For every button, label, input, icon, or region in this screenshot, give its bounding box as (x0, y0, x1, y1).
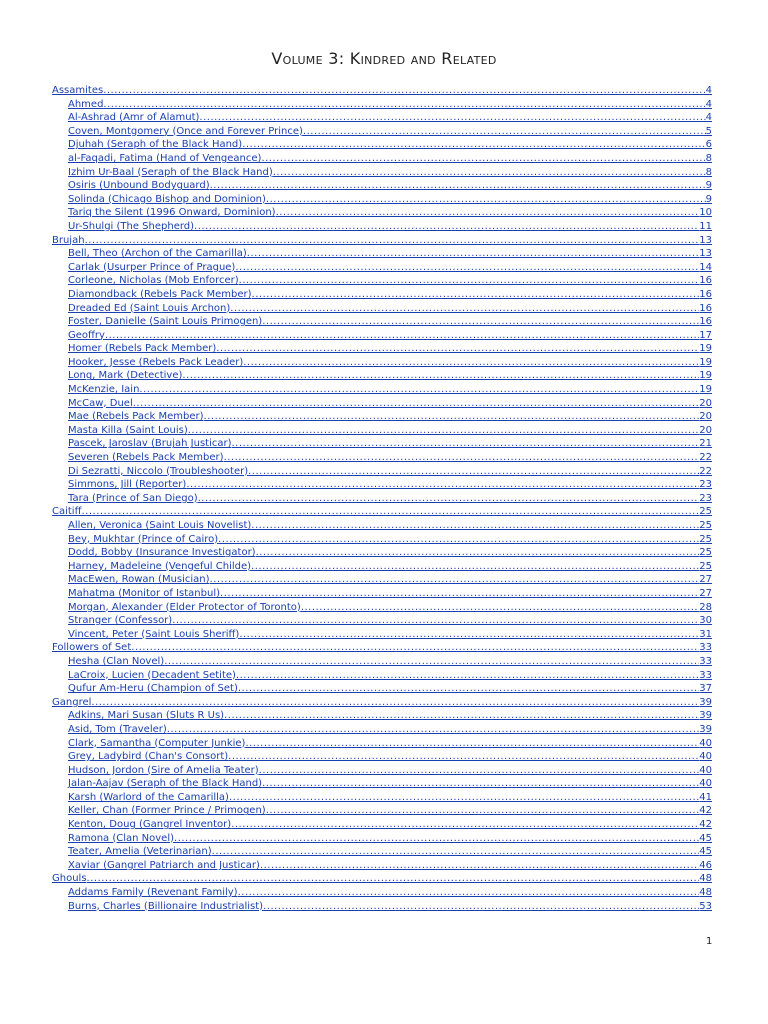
toc-entry-page: 16 (699, 275, 712, 287)
toc-section-link[interactable] (52, 234, 712, 248)
toc-entry-page: 19 (699, 384, 712, 396)
dot-leader (216, 342, 699, 356)
dot-leader (103, 84, 705, 98)
toc-entry-label: Pascek, Jaroslav (Brujah Justicar) (68, 438, 232, 450)
dot-leader (186, 478, 699, 492)
toc-entry-page: 19 (699, 370, 712, 382)
toc-entry-label: Assamites (52, 85, 104, 96)
toc-entry-label: Solinda (Chicago Bishop and Dominion) (68, 193, 266, 205)
dot-leader (218, 533, 699, 547)
dot-leader (105, 329, 699, 343)
toc-entry[interactable] (52, 628, 712, 642)
toc-entry-label: MacEwen, Rowan (Musician) (68, 574, 210, 586)
toc-entry-page: 5 (705, 125, 712, 137)
toc-entry-label: Tariq the Silent (1996 Onward, Dominion) (68, 207, 276, 219)
toc-entry[interactable] (52, 791, 712, 805)
toc-entry-page: 13 (699, 234, 712, 246)
toc-entry-page: 11 (699, 220, 712, 232)
toc-entry-page: 27 (699, 574, 712, 586)
toc-entry-page: 25 (699, 547, 712, 559)
toc-entry[interactable] (52, 206, 712, 220)
dot-leader (167, 723, 699, 737)
dot-leader (251, 519, 699, 533)
toc-entry[interactable] (52, 614, 712, 628)
toc-entry[interactable] (52, 818, 712, 832)
toc-entry-page: 16 (699, 316, 712, 328)
toc-entry[interactable] (52, 546, 712, 560)
toc-entry-page: 42 (699, 805, 712, 817)
toc-entry-page: 41 (699, 791, 712, 803)
toc-entry-label: Asid, Tom (Traveler) (68, 723, 167, 735)
toc-entry[interactable] (52, 669, 712, 683)
toc-entry-page: 45 (699, 846, 712, 858)
toc-entry[interactable] (52, 397, 712, 411)
toc-entry[interactable] (52, 709, 712, 723)
toc-entry[interactable] (52, 98, 712, 112)
toc-entry-page: 19 (699, 343, 712, 355)
toc-entry[interactable] (52, 900, 712, 914)
toc-entry[interactable] (52, 465, 712, 479)
toc-entry[interactable] (52, 166, 712, 180)
toc-entry[interactable] (52, 832, 712, 846)
toc-entry-page: 8 (705, 166, 712, 178)
toc-entry-page: 39 (699, 710, 712, 722)
toc-entry-label: Keller, Chan (Former Prince / Primogen) (68, 805, 266, 817)
dot-leader (262, 315, 699, 329)
dot-leader (260, 859, 699, 873)
toc-entry-page: 25 (699, 533, 712, 545)
toc-entry-page: 40 (699, 778, 712, 790)
dot-leader (133, 397, 700, 411)
toc-entry[interactable] (52, 288, 712, 302)
dot-leader (231, 818, 699, 832)
toc-entry[interactable] (52, 682, 712, 696)
dot-leader (198, 492, 700, 506)
dot-leader (256, 546, 700, 560)
toc-entry-label: Caitiff (52, 506, 82, 518)
toc-entry-page: 40 (699, 737, 712, 749)
toc-entry-label: Coven, Montgomery (Once and Forever Prince) (68, 125, 303, 137)
toc-entry[interactable] (52, 587, 712, 601)
toc-entry-page: 45 (699, 832, 712, 844)
toc-entry-page: 19 (699, 356, 712, 368)
toc-entry[interactable] (52, 302, 712, 316)
toc-entry[interactable] (52, 533, 712, 547)
toc-entry[interactable] (52, 451, 712, 465)
toc-entry-label: LaCroix, Lucien (Decadent Setite) (68, 669, 236, 681)
dot-leader (261, 152, 705, 166)
toc-entry-label: Stranger (Confessor) (68, 615, 173, 627)
toc-entry-label: al-Faqadi, Fatima (Hand of Vengeance) (68, 152, 262, 164)
dot-leader (204, 410, 700, 424)
toc-entry-label: Homer (Rebels Pack Member) (68, 343, 217, 355)
toc-entry-page: 20 (699, 397, 712, 409)
toc-entry-label: Osiris (Unbound Bodyguard) (68, 180, 210, 192)
toc-entry[interactable] (52, 179, 712, 193)
toc-entry-page: 39 (699, 696, 712, 708)
dot-leader (224, 451, 700, 465)
toc-entry-label: Xaviar (Gangrel Patriarch and Justicar) (68, 859, 260, 871)
toc-entry-page: 48 (699, 873, 712, 885)
toc-entry-label: Hooker, Jesse (Rebels Pack Leader) (68, 356, 244, 368)
toc-entry[interactable] (52, 383, 712, 397)
dot-leader (182, 369, 699, 383)
page-number: 1 (706, 936, 713, 947)
toc-entry[interactable] (52, 804, 712, 818)
toc-entry-label: Tara (Prince of San Diego) (68, 492, 198, 504)
dot-leader (232, 437, 700, 451)
dot-leader (139, 383, 699, 397)
toc-entry-label: Grey, Ladybird (Chan's Consort) (68, 751, 229, 763)
toc-entry[interactable] (52, 274, 712, 288)
toc-entry-page: 42 (699, 819, 712, 831)
toc-entry-page: 20 (699, 424, 712, 436)
toc-entry-page: 30 (699, 615, 712, 627)
toc-entry-label: Masta Killa (Saint Louis) (68, 424, 188, 436)
dot-leader (243, 356, 699, 370)
toc-entry-page: 53 (699, 900, 712, 912)
toc-entry-page: 37 (699, 683, 712, 695)
toc-entry-page: 25 (699, 560, 712, 572)
toc-entry-label: Teater, Amelia (Veterinarian) (68, 846, 212, 858)
toc-entry-label: Dreaded Ed (Saint Louis Archon) (68, 302, 231, 314)
dot-leader (131, 641, 699, 655)
toc-entry-page: 17 (699, 329, 712, 341)
toc-entry-page: 4 (705, 98, 712, 110)
toc-entry-label: McKenzie, Iain (68, 384, 140, 396)
toc-entry[interactable] (52, 859, 712, 873)
toc-entry-label: Adkins, Mari Susan (Sluts R Us) (68, 710, 225, 722)
toc-entry-label: Ramona (Clan Novel) (68, 832, 175, 844)
toc-entry-label: Long, Mark (Detective) (68, 370, 183, 382)
toc-entry[interactable] (52, 315, 712, 329)
toc-entry-label: Hudson, Jordon (Sire of Amelia Teater) (68, 764, 259, 776)
dot-leader (220, 587, 699, 601)
toc-entry-label: Djuhah (Seraph of the Black Hand) (68, 139, 243, 151)
dot-leader (235, 261, 699, 275)
toc-entry[interactable] (52, 125, 712, 139)
toc-entry-label: Foster, Danielle (Saint Louis Primogen) (68, 316, 263, 328)
toc-entry-label: Kenton, Doug (Gangrel Inventor) (68, 819, 232, 831)
toc-entry[interactable] (52, 845, 712, 859)
toc-entry[interactable] (52, 601, 712, 615)
toc-entry-label: Gangrel (52, 696, 92, 708)
toc-entry-label: Carlak (Usurper Prince of Prague) (68, 261, 236, 273)
toc-entry[interactable] (52, 655, 712, 669)
toc-entry-label: Allen, Veronica (Saint Louis Novelist) (68, 520, 252, 531)
toc-entry-page: 22 (699, 465, 712, 477)
toc-entry[interactable] (52, 193, 712, 207)
toc-entry-label: Ahmed (68, 98, 104, 110)
toc-entry-page: 33 (699, 642, 712, 654)
dot-leader (242, 138, 705, 152)
toc-entry-label: Ur-Shulgi (The Shepherd) (68, 220, 195, 232)
toc-entry-page: 33 (699, 669, 712, 681)
toc-entry[interactable] (52, 519, 712, 533)
toc-entry-page: 33 (699, 655, 712, 667)
toc-entry-label: Diamondback (Rebels Pack Member) (68, 288, 252, 300)
toc-entry[interactable] (52, 437, 712, 451)
toc-entry-label: Ghouls (52, 873, 87, 885)
dot-leader (276, 206, 700, 220)
toc-entry[interactable] (52, 560, 712, 574)
dot-leader (81, 505, 699, 519)
toc-entry-page: 16 (699, 288, 712, 300)
toc-entry-label: Harney, Madeleine (Vengeful Childe) (68, 560, 252, 572)
toc-entry[interactable] (52, 886, 712, 900)
toc-entry[interactable] (52, 410, 712, 424)
toc-entry-label: McCaw, Duel (68, 397, 133, 409)
toc-entry-page: 23 (699, 492, 712, 504)
toc-entry-page: 6 (705, 139, 712, 151)
toc-section-link[interactable] (52, 696, 712, 710)
dot-leader (174, 832, 699, 846)
toc-entry-label: Mae (Rebels Pack Member) (68, 411, 204, 423)
toc-entry-label: Karsh (Warlord of the Camarilla) (68, 791, 229, 803)
toc-entry[interactable] (52, 220, 712, 234)
dot-leader (239, 274, 700, 288)
dot-leader (252, 288, 700, 302)
toc-entry[interactable] (52, 261, 712, 275)
dot-leader (229, 791, 699, 805)
toc-entry-page: 14 (699, 261, 712, 273)
toc-entry-label: Simmons, Jill (Reporter) (68, 479, 187, 491)
toc-entry-label: Brujah (52, 234, 85, 246)
toc-section-link[interactable] (52, 84, 712, 98)
toc-entry-page: 20 (699, 411, 712, 423)
dot-leader (87, 872, 700, 886)
toc-entry[interactable] (52, 152, 712, 166)
dot-leader (301, 601, 699, 615)
toc-entry-label: Izhim Ur-Baal (Seraph of the Black Hand) (68, 166, 273, 178)
toc-entry[interactable] (52, 573, 712, 587)
toc-entry-page: 21 (699, 438, 712, 450)
dot-leader (248, 465, 699, 479)
toc-entry-page: 4 (705, 112, 712, 124)
toc-entry-label: Bey, Mukhtar (Prince of Cairo) (68, 533, 219, 545)
dot-leader (228, 750, 699, 764)
toc-entry[interactable] (52, 723, 712, 737)
dot-leader (164, 655, 699, 669)
document-title: Volume 3: Kindred and Related (271, 49, 497, 68)
dot-leader (238, 886, 700, 900)
toc-section-link[interactable] (52, 872, 712, 886)
toc-entry-label: Vincent, Peter (Saint Louis Sheriff) (68, 628, 240, 640)
toc-entry-page: 16 (699, 302, 712, 314)
toc-entry[interactable] (52, 478, 712, 492)
dot-leader (172, 614, 699, 628)
toc-entry-label: Morgan, Alexander (Elder Protector of Toronto) (68, 601, 301, 613)
toc-entry-page: 25 (699, 520, 712, 531)
dot-leader (266, 193, 706, 207)
dot-leader (263, 900, 699, 914)
dot-leader (251, 560, 699, 574)
toc-entry-label: Geoffry (68, 329, 105, 341)
toc-entry-page: 25 (699, 506, 712, 518)
dot-leader (224, 709, 699, 723)
toc-entry-page: 4 (705, 85, 712, 96)
dot-leader (199, 111, 705, 125)
dot-leader (103, 98, 705, 112)
dot-leader (247, 247, 699, 261)
toc-entry-label: Dodd, Bobby (Insurance Investigator) (68, 547, 256, 559)
dot-leader (239, 628, 699, 642)
dot-leader (210, 573, 700, 587)
dot-leader (303, 125, 706, 139)
toc-entry-label: Clark, Samantha (Computer Junkie) (68, 737, 246, 749)
toc-entry-page: 48 (699, 887, 712, 899)
dot-leader (212, 845, 700, 859)
toc-entry-page: 27 (699, 587, 712, 599)
dot-leader (91, 696, 699, 710)
toc-entry-label: Corleone, Nicholas (Mob Enforcer) (68, 275, 239, 287)
toc-entry[interactable] (52, 750, 712, 764)
dot-leader (230, 302, 699, 316)
toc-entry-page: 39 (699, 723, 712, 735)
toc-entry-label: Al-Ashrad (Amr of Alamut) (68, 112, 200, 124)
toc-entry-page: 40 (699, 764, 712, 776)
dot-leader (266, 804, 700, 818)
toc-section-link[interactable] (52, 641, 712, 655)
toc-entry-page: 9 (705, 180, 712, 192)
toc-entry[interactable] (52, 369, 712, 383)
toc-entry[interactable] (52, 492, 712, 506)
toc-entry-page: 22 (699, 452, 712, 464)
toc-entry[interactable] (52, 737, 712, 751)
toc-entry-page: 46 (699, 859, 712, 871)
toc-entry[interactable] (52, 424, 712, 438)
toc-entry-label: Di Sezratti, Niccolo (Troubleshooter) (68, 465, 249, 477)
toc-entry-label: Hesha (Clan Novel) (68, 655, 165, 667)
dot-leader (238, 682, 699, 696)
dot-leader (259, 764, 700, 778)
toc-entry-label: Addams Family (Revenant Family) (68, 887, 238, 899)
table-of-contents (52, 84, 712, 913)
toc-entry-label: Burns, Charles (Billionaire Industrialist) (68, 900, 264, 912)
dot-leader (194, 220, 699, 234)
toc-entry-label: Followers of Set (52, 642, 132, 654)
dot-leader (273, 166, 706, 180)
toc-entry-page: 40 (699, 751, 712, 763)
toc-entry[interactable] (52, 777, 712, 791)
dot-leader (236, 669, 699, 683)
toc-entry-page: 10 (699, 207, 712, 219)
toc-entry[interactable] (52, 138, 712, 152)
toc-entry-page: 13 (699, 248, 712, 260)
toc-entry[interactable] (52, 111, 712, 125)
toc-entry-label: Mahatma (Monitor of Istanbul) (68, 587, 221, 599)
toc-entry-label: Qufur Am-Heru (Champion of Set) (68, 683, 238, 695)
dot-leader (85, 234, 700, 248)
toc-entry[interactable] (52, 342, 712, 356)
dot-leader (262, 777, 699, 791)
toc-entry-page: 8 (705, 152, 712, 164)
dot-leader (245, 737, 699, 751)
toc-section-link[interactable] (52, 505, 712, 519)
toc-entry[interactable] (52, 329, 712, 343)
toc-entry-label: Bell, Theo (Archon of the Camarilla) (68, 248, 247, 260)
toc-entry-page: 9 (705, 193, 712, 205)
toc-entry[interactable] (52, 247, 712, 261)
toc-entry[interactable] (52, 356, 712, 370)
toc-entry[interactable] (52, 764, 712, 778)
toc-entry-page: 28 (699, 601, 712, 613)
toc-entry-page: 31 (699, 628, 712, 640)
dot-leader (188, 424, 700, 438)
toc-entry-label: Jalan-Aajav (Seraph of the Black Hand) (68, 778, 263, 790)
toc-entry-label: Severen (Rebels Pack Member) (68, 452, 224, 464)
toc-entry-page: 23 (699, 479, 712, 491)
dot-leader (210, 179, 706, 193)
